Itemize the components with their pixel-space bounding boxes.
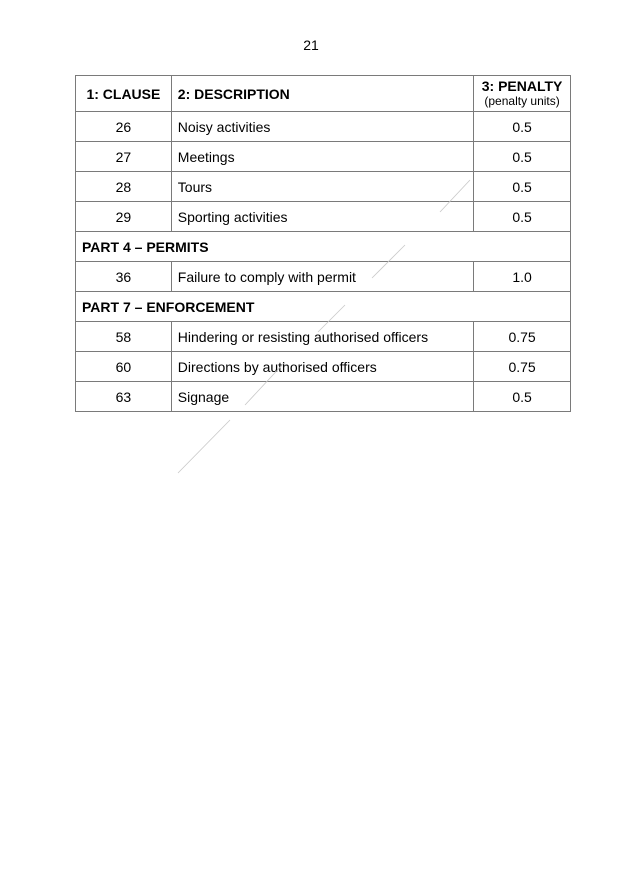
penalty-table <box>75 75 571 412</box>
penalty-cell: 0.75 <box>474 322 571 352</box>
penalty-cell: 0.5 <box>474 142 571 172</box>
section-heading: PART 7 – ENFORCEMENT <box>76 292 571 322</box>
description-cell: Tours <box>171 172 473 202</box>
clause-cell: 27 <box>76 142 172 172</box>
penalty-cell: 0.5 <box>474 382 571 412</box>
table-row <box>76 112 571 142</box>
table-row <box>76 142 571 172</box>
clause-cell: 58 <box>76 322 172 352</box>
table-row <box>76 382 571 412</box>
description-cell: Directions by authorised officers <box>171 352 473 382</box>
section-heading: PART 4 – PERMITS <box>76 232 571 262</box>
clause-cell: 28 <box>76 172 172 202</box>
table-row <box>76 322 571 352</box>
clause-cell: 29 <box>76 202 172 232</box>
header-penalty-label: 3: PENALTY <box>481 77 563 94</box>
penalty-cell: 0.75 <box>474 352 571 382</box>
header-penalty-units: (penalty units) <box>484 93 560 108</box>
table-header-row <box>76 76 571 112</box>
description-cell: Noisy activities <box>171 112 473 142</box>
clause-cell: 63 <box>76 382 172 412</box>
penalty-cell: 0.5 <box>474 202 571 232</box>
clause-cell: 36 <box>76 262 172 292</box>
header-penalty <box>474 76 571 112</box>
penalty-cell: 0.5 <box>474 172 571 202</box>
table-row <box>76 352 571 382</box>
clause-cell: 26 <box>76 112 172 142</box>
penalty-cell: 1.0 <box>474 262 571 292</box>
clause-cell: 60 <box>76 352 172 382</box>
table-row <box>76 202 571 232</box>
section-row-enforcement <box>76 292 571 322</box>
penalty-cell: 0.5 <box>474 112 571 142</box>
table-row <box>76 172 571 202</box>
table-row <box>76 262 571 292</box>
description-cell: Sporting activities <box>171 202 473 232</box>
header-clause: 1: CLAUSE <box>76 76 172 112</box>
header-description: 2: DESCRIPTION <box>171 76 473 112</box>
description-cell: Failure to comply with permit <box>171 262 473 292</box>
description-cell: Meetings <box>171 142 473 172</box>
description-cell: Signage <box>171 382 473 412</box>
description-cell: Hindering or resisting authorised officers <box>171 322 473 352</box>
section-row-permits <box>76 232 571 262</box>
page-number: 21 <box>303 37 319 53</box>
